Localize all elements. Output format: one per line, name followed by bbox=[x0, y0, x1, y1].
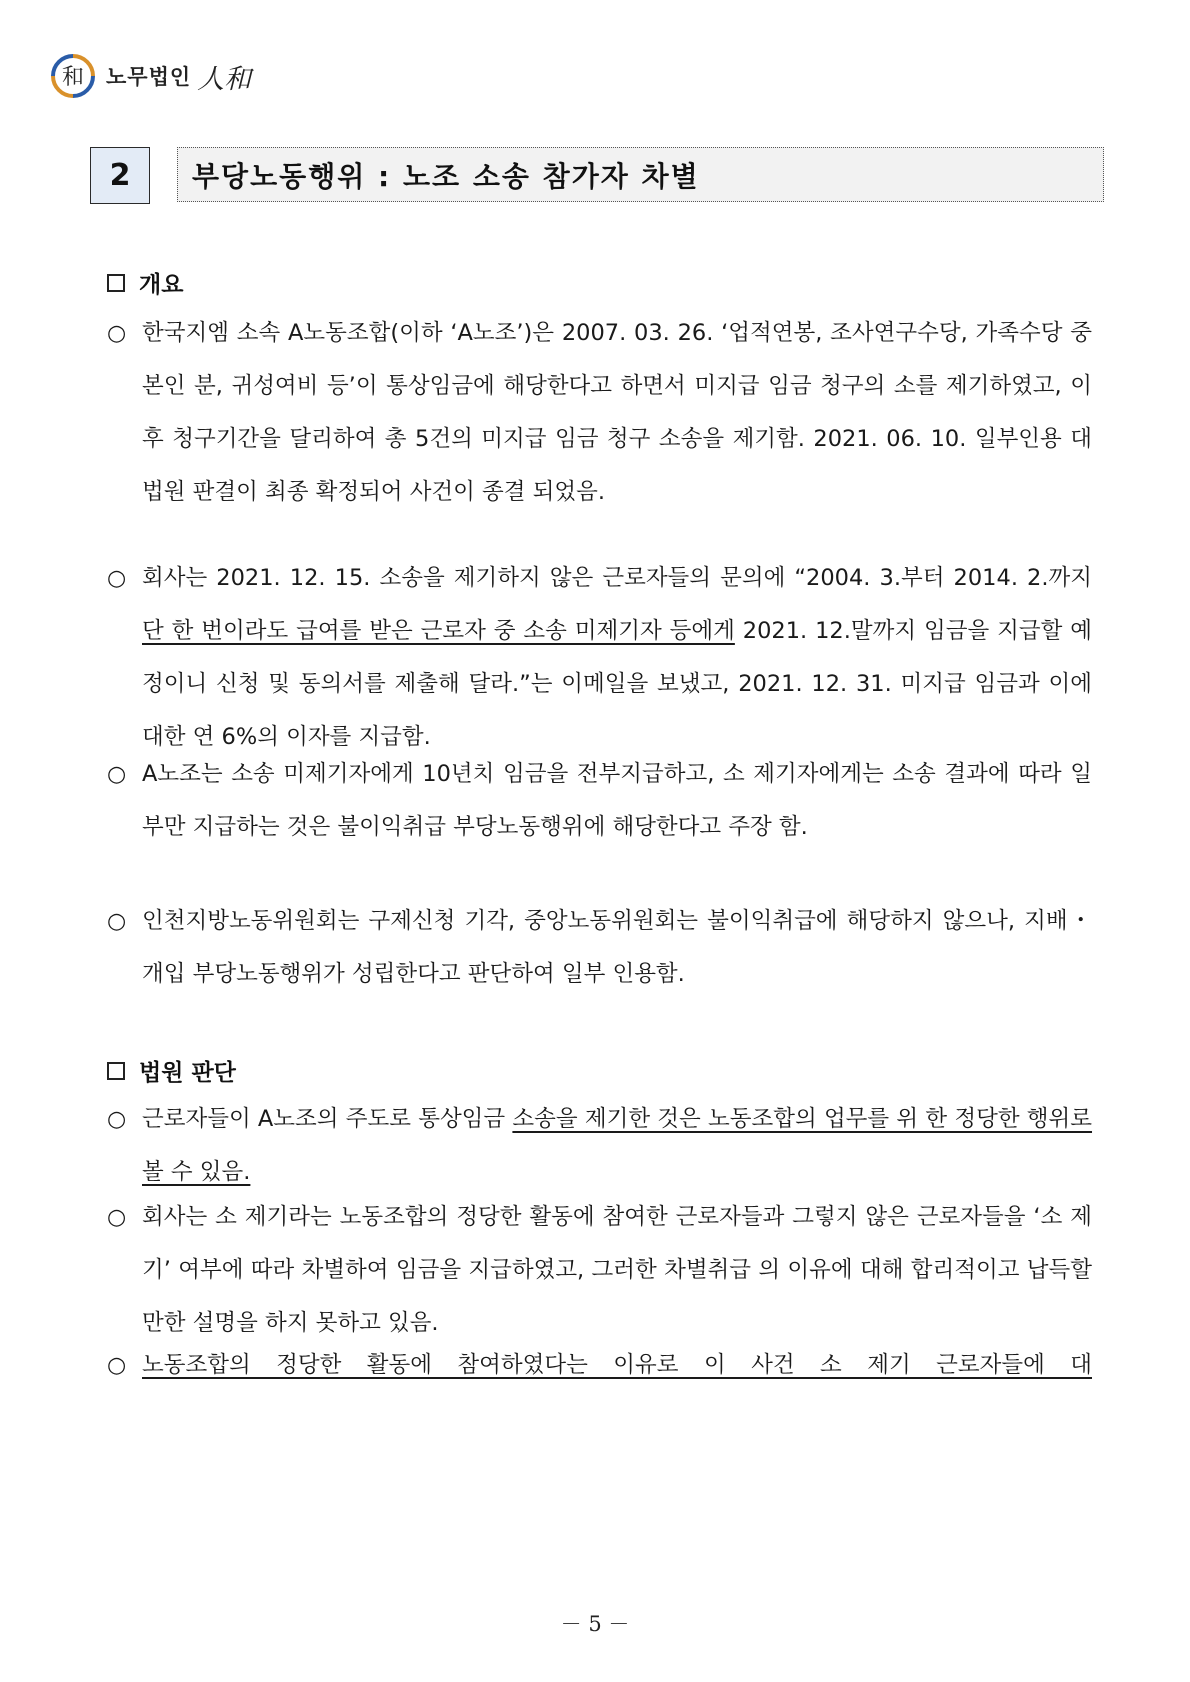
bullet-circle-icon: ○ bbox=[107, 566, 127, 591]
court-heading bbox=[107, 1054, 236, 1087]
court-paragraph-2 bbox=[107, 1191, 1092, 1350]
overview-paragraph-3-text: A노조는 소송 미제기자에게 10년치 임금을 전부지급하고, 소 제기자에게는 소송 결과에 따라 일부만 지급하는 것은 불이익취급 부당노동행위에 해당한다고 주장 함. bbox=[142, 761, 1092, 840]
p2-text-b: 2021. 12.말까지 임금을 지급할 예정이니 신청 및 동의서를 제출해 달라.”는 이메일을 보냈고, 2021. 12. 31. 미지급 임금과 이에 대한 연 6%의 이자를 지급함. bbox=[142, 618, 1092, 750]
firm-name: 노무법인 bbox=[106, 65, 192, 89]
overview-heading-label: 개요 bbox=[139, 272, 184, 298]
overview-paragraph-2-text bbox=[142, 552, 1092, 764]
court-p1-underlined: 소송을 제기한 것은 노동조합의 업무를 위 한 정당한 행위로 볼 수 있음. bbox=[142, 1106, 1093, 1185]
checkbox-square-icon bbox=[107, 274, 125, 292]
bullet-circle-icon: ○ bbox=[107, 762, 127, 787]
court-paragraph-3 bbox=[107, 1339, 1092, 1392]
bullet-circle-icon: ○ bbox=[107, 1353, 127, 1378]
overview-paragraph-1-text: 한국지엠 소속 A노동조합(이하 ‘A노조’)은 2007. 03. 26. ‘업적연봉, 조사연구수당, 가족수당 중 본인 분, 귀성여비 등’이 통상임금에 해당한다고 하면서 미지급 임금 청구의 소를 제기하였고, 이후 청구기간을 달리하여 총 5건의 미지급 임금 청구 소송을 제기함. 2021. 06. 10. 일부인용 대법원 판결이 최종 확정되어 사건이 종결 되었음. bbox=[142, 320, 1092, 505]
overview-paragraph-4 bbox=[107, 895, 1092, 1001]
section-title: 부당노동행위 : 노조 소송 참가자 차별 bbox=[177, 147, 1104, 202]
court-heading-label: 법원 판단 bbox=[139, 1060, 236, 1086]
checkbox-square-icon bbox=[107, 1062, 125, 1080]
overview-paragraph-4-text: 인천지방노동위원회는 구제신청 기각, 중앙노동위원회는 불이익취급에 해당하지 않으나, 지배・개입 부당노동행위가 성립한다고 판단하여 일부 인용함. bbox=[142, 908, 1092, 987]
overview-paragraph-3 bbox=[107, 748, 1092, 854]
bullet-circle-icon: ○ bbox=[107, 321, 127, 346]
court-paragraph-3-text bbox=[142, 1339, 1092, 1392]
overview-paragraph-1 bbox=[107, 307, 1092, 519]
firm-logo-icon bbox=[50, 53, 96, 99]
overview-paragraph-2 bbox=[107, 552, 1092, 764]
header bbox=[50, 52, 251, 100]
svg-text:和: 和 bbox=[61, 65, 85, 90]
p2-text-a: 회사는 2021. 12. 15. 소송을 제기하지 않은 근로자들의 문의에 “2004. 3.부터 2014. 2.까지 bbox=[142, 565, 1092, 591]
bullet-circle-icon: ○ bbox=[107, 909, 127, 934]
p2-underlined: 단 한 번이라도 급여를 받은 근로자 중 소송 미제기자 등에게 bbox=[142, 618, 735, 644]
court-paragraph-1-text bbox=[142, 1093, 1092, 1199]
court-paragraph-1 bbox=[107, 1093, 1092, 1199]
court-p3-underlined: 노동조합의 정당한 활동에 참여하였다는 이유로 이 사건 소 제기 근로자들에 대 bbox=[142, 1352, 1092, 1378]
overview-heading bbox=[107, 266, 183, 299]
section-number: 2 bbox=[90, 147, 150, 204]
court-p1-text-a: 근로자들이 A노조의 주도로 통상임금 bbox=[142, 1106, 513, 1132]
firm-hanja: 人和 bbox=[197, 63, 252, 95]
court-paragraph-2-text: 회사는 소 제기라는 노동조합의 정당한 활동에 참여한 근로자들과 그렇지 않은 근로자들을 ‘소 제기’ 여부에 따라 차별하여 임금을 지급하였고, 그러한 차별취급 의 이유에 대해 합리적이고 납득할 만한 설명을 하지 못하고 있음. bbox=[142, 1204, 1092, 1336]
bullet-circle-icon: ○ bbox=[107, 1205, 127, 1230]
bullet-circle-icon: ○ bbox=[107, 1107, 127, 1132]
page-number: － 5 － bbox=[560, 1612, 630, 1636]
